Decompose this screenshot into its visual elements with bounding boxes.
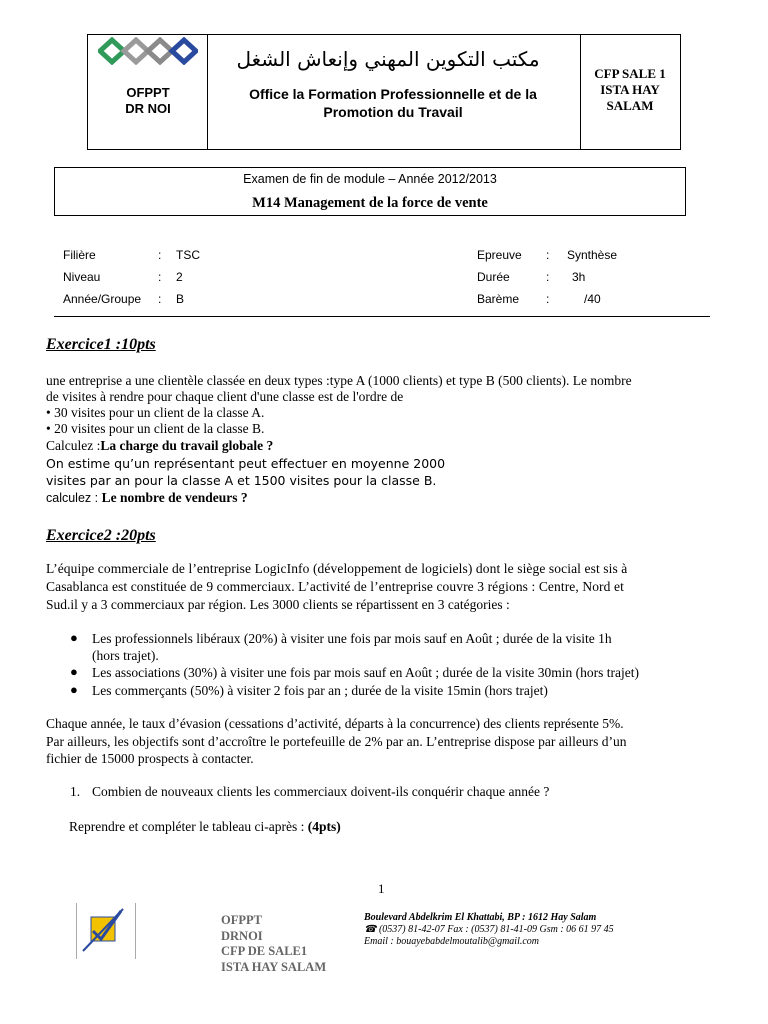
ex2-para1-line3: Sud.il y a 3 commerciaux par région. Les 3000 clients se répartissent en 3 catégories : xyxy=(46,597,510,612)
phone-icon: ☎ xyxy=(364,924,379,935)
office-title xyxy=(218,85,568,121)
bareme-value: /40 xyxy=(584,292,601,306)
ex2-para2-line3: fichier de 15000 prospects à contacter. xyxy=(46,751,254,766)
footer-logo xyxy=(76,903,136,959)
arabic-title: مكتب التكوين المهني وإنعاش الشغل xyxy=(236,47,540,71)
footer-org-line2: DRNOI xyxy=(221,928,263,943)
niveau-colon: : xyxy=(158,270,162,284)
footer-org-line1: OFPPT xyxy=(221,913,262,927)
info-divider xyxy=(54,316,710,317)
footer-org-line3: CFP DE SALE1 xyxy=(221,944,308,958)
exercise2-title: Exercice2 :20pts xyxy=(46,527,156,544)
ex1-line1: une entreprise a une clientèle classée en deux types :type A (1000 clients) et type B (500 clients). Le nombre xyxy=(46,373,632,388)
ex1-line2: de visites à rendre pour chaque client d'une classe est de l'ordre de xyxy=(46,389,404,404)
ex2-q2-bold: (4pts) xyxy=(307,819,341,834)
center-line1: CFP SALE 1 xyxy=(594,66,666,81)
duree-label: Durée xyxy=(477,270,510,284)
office-line2: Promotion du Travail xyxy=(323,104,463,120)
ex1-estimate2: visites par an pour la classe A et 1500 visites pour la classe B. xyxy=(46,473,437,488)
ex2-q2-prefix: Reprendre et compléter le tableau ci-après : xyxy=(69,819,308,834)
ex1-bullet2: • 20 visites pour un client de la classe B. xyxy=(46,421,265,436)
footer-org xyxy=(221,913,326,975)
ex2-bullet2: Les associations (30%) à visiter une fois par mois sauf en Août ; durée de la visite 30min (hors trajet) xyxy=(92,665,639,680)
header-left-line1: OFPPT xyxy=(126,85,170,100)
ex2-bullet1-line2: (hors trajet). xyxy=(92,648,159,663)
ex2-para1-line1: L’équipe commerciale de l’entreprise LogicInfo (développement de logiciels) dont le siège social est sis à xyxy=(46,561,628,576)
header-right-cell xyxy=(580,35,680,149)
center-line2: ISTA HAY xyxy=(600,82,660,97)
ex1-estimate1: On estime qu’un représentant peut effectuer en moyenne 2000 xyxy=(46,456,446,471)
ex1-question2 xyxy=(46,490,248,506)
groupe-label: Année/Groupe xyxy=(63,292,142,306)
epreuve-label: Epreuve xyxy=(477,248,522,262)
page-number: 1 xyxy=(378,881,385,896)
module-title: M14 Management de la force de vente xyxy=(252,195,488,211)
groupe-colon: : xyxy=(158,292,162,306)
duree-colon: : xyxy=(546,270,550,284)
ex2-q2 xyxy=(69,819,341,835)
niveau-label: Niveau xyxy=(63,270,101,284)
footer-contact xyxy=(364,912,614,948)
footer-phone-row xyxy=(364,924,614,936)
ex1-q2-bold: Le nombre de vendeurs ? xyxy=(101,490,248,505)
filiere-value: TSC xyxy=(176,248,200,262)
footer-org-line4: ISTA HAY SALAM xyxy=(221,959,327,974)
ex1-q1-prefix: Calculez : xyxy=(46,438,101,453)
check-icon xyxy=(77,903,135,959)
header-left-cell xyxy=(88,35,208,149)
header-left-line2: DR NOI xyxy=(125,101,171,116)
filiere-colon: : xyxy=(158,248,162,262)
ex2-bullet3: Les commerçants (50%) à visiter 2 fois par an ; durée de la visite 15min (hors trajet) xyxy=(92,683,548,698)
ex2-para1-line2: Casablanca est constituée de 9 commerciaux. L’activité de l’entreprise couvre 3 régions : Centre, Nord et xyxy=(46,579,624,594)
header-table xyxy=(87,34,681,150)
groupe-value: B xyxy=(176,292,185,306)
niveau-value: 2 xyxy=(176,270,183,284)
ex1-q1-bold: La charge du travail globale ? xyxy=(100,438,274,453)
bullet-dot: ● xyxy=(70,664,78,679)
ex2-bullet1-line1: Les professionnels libéraux (20%) à visiter une fois par mois sauf en Août ; durée de la visite 1h xyxy=(92,631,612,646)
epreuve-value: Synthèse xyxy=(567,248,618,262)
exercise1-title: Exercice1 :10pts xyxy=(46,336,156,353)
bareme-label: Barème xyxy=(477,292,520,306)
bullet-dot: ● xyxy=(70,630,78,645)
office-line1: Office la Formation Professionnelle et de la xyxy=(249,86,537,102)
center-line3: SALAM xyxy=(606,98,654,113)
filiere-label: Filière xyxy=(63,248,96,262)
ex1-question1 xyxy=(46,438,273,454)
center-name xyxy=(580,66,680,114)
epreuve-colon: : xyxy=(546,248,550,262)
duree-value: 3h xyxy=(572,270,586,284)
footer-email: Email : bouayebabdelmoutalib@gmail.com xyxy=(364,936,540,947)
exam-session: Examen de fin de module – Année 2012/2013 xyxy=(243,172,497,186)
bareme-colon: : xyxy=(546,292,550,306)
ofppt-logo xyxy=(98,37,198,65)
ex2-q1: Combien de nouveaux clients les commerciaux doivent-ils conquérir chaque année ? xyxy=(92,784,550,799)
ex2-para2-line1: Chaque année, le taux d’évasion (cessations d’activité, départs à la concurrence) des clients représente 5%. xyxy=(46,716,624,731)
footer-phone: (0537) 81-42-07 Fax : (0537) 81-41-09 Gsm : 06 61 97 45 xyxy=(378,924,614,935)
bullet-dot: ● xyxy=(70,682,78,697)
ex2-q1-number: 1. xyxy=(70,784,81,799)
exam-box xyxy=(54,167,686,216)
ex1-q2-prefix: calculez : xyxy=(46,491,102,505)
footer-address: Boulevard Abdelkrim El Khattabi, BP : 1612 Hay Salam xyxy=(364,912,597,923)
ex2-para2-line2: Par ailleurs, les objectifs sont d’accroître le portefeuille de 2% par an. L’entreprise dispose par ailleurs d’un xyxy=(46,734,627,749)
ex1-bullet1: • 30 visites pour un client de la classe A. xyxy=(46,405,265,420)
